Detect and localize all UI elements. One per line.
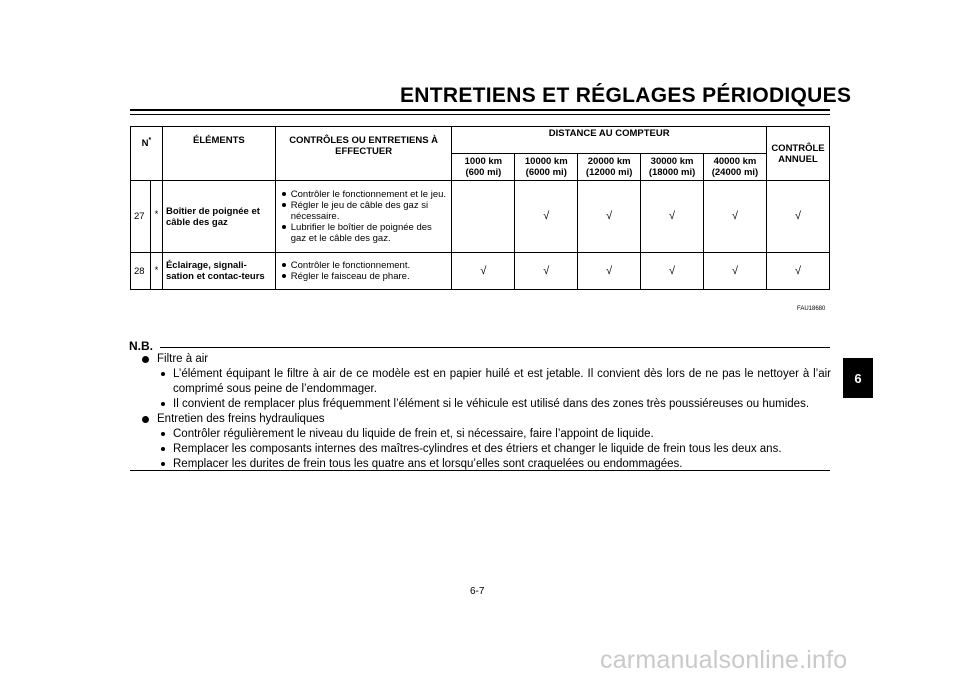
row-star: * [150, 253, 162, 290]
check-cell: √ [766, 253, 829, 290]
check-cell: √ [578, 253, 641, 290]
bullet-icon [161, 372, 165, 376]
maintenance-table [130, 126, 830, 290]
row-element: Éclairage, signali-sation et contac-teurs [162, 253, 275, 290]
header-annual: CONTRÔLE ANNUEL [766, 127, 829, 181]
row-element: Boîtier de poignée et câble des gaz [162, 181, 275, 253]
title-rule-thin [130, 114, 830, 115]
row-tasks [275, 253, 452, 290]
note-item: L’élément équipant le filtre à air de ce modèle est en papier huilé et est jetable. Il convient dès lors de ne pas le nettoyer à l’air comprimé sous peine de l’endommager. [141, 367, 831, 397]
header-controls: CONTRÔLES OU ENTRETIENS À EFFECTUER [275, 127, 452, 181]
header-elements: ÉLÉMENTS [162, 127, 275, 181]
bullet-icon [161, 462, 165, 466]
header-distance-1: 1000 km (600 mi) [452, 154, 515, 181]
check-cell: √ [704, 253, 767, 290]
row-number: 28 [131, 253, 151, 290]
note-item: Il convient de remplacer plus fréquemment l’élément si le véhicule est utilisé dans des zones très poussiéreuses ou humides. [141, 397, 831, 412]
header-distance-2: 10000 km (6000 mi) [515, 154, 578, 181]
doc-code: FAU18680 [797, 306, 826, 312]
bullet-icon [161, 447, 165, 451]
row-tasks [275, 181, 452, 253]
check-cell: √ [766, 181, 829, 253]
bullet-icon [161, 402, 165, 406]
note-heading: Filtre à air [141, 352, 831, 367]
note-rule [160, 347, 830, 348]
table-row [131, 253, 830, 290]
task-item: Contrôler le fonctionnement et le jeu. [291, 189, 449, 200]
check-cell: √ [578, 181, 641, 253]
header-distance-3: 20000 km (12000 mi) [578, 154, 641, 181]
check-cell [452, 181, 515, 253]
chapter-tab[interactable]: 6 [843, 358, 873, 398]
check-cell: √ [452, 253, 515, 290]
task-item: Régler le jeu de câble des gaz si nécessaire. [291, 200, 449, 222]
page-title: ENTRETIENS ET RÉGLAGES PÉRIODIQUES [400, 84, 852, 107]
note-item: Remplacer les durites de frein tous les quatre ans et lorsqu’elles sont craquelées ou endommagées. [141, 457, 831, 472]
note-section [141, 412, 831, 472]
header-distance: DISTANCE AU COMPTEUR [452, 127, 766, 154]
header-distance-4: 30000 km (18000 mi) [641, 154, 704, 181]
task-item: Lubrifier le boîtier de poignée des gaz et le câble des gaz. [291, 222, 449, 244]
row-number: 27 [131, 181, 151, 253]
check-cell: √ [515, 181, 578, 253]
title-rule [130, 109, 830, 111]
watermark: carmanualsonline.info [600, 646, 848, 674]
bullet-icon [161, 432, 165, 436]
note-heading: Entretien des freins hydrauliques [141, 412, 831, 427]
bullet-icon [142, 356, 149, 363]
page-number: 6-7 [470, 586, 485, 597]
bullet-icon [142, 416, 149, 423]
note-end-rule [130, 470, 830, 471]
check-cell: √ [704, 181, 767, 253]
check-cell: √ [641, 253, 704, 290]
table-row [131, 181, 830, 253]
note-item: Contrôler régulièrement le niveau du liquide de frein et, si nécessaire, faire l’appoint de liquide. [141, 427, 831, 442]
note-item: Remplacer les composants internes des maîtres-cylindres et des étriers et changer le liquide de frein tous les deux ans. [141, 442, 831, 457]
header-number: N* [131, 127, 163, 181]
note-body [141, 352, 831, 472]
check-cell: √ [515, 253, 578, 290]
task-item: Contrôler le fonctionnement. [291, 260, 449, 271]
note-title: N.B. [129, 339, 153, 353]
row-star: * [150, 181, 162, 253]
header-distance-5: 40000 km (24000 mi) [704, 154, 767, 181]
check-cell: √ [641, 181, 704, 253]
note-section [141, 352, 831, 412]
task-item: Régler le faisceau de phare. [291, 271, 449, 282]
